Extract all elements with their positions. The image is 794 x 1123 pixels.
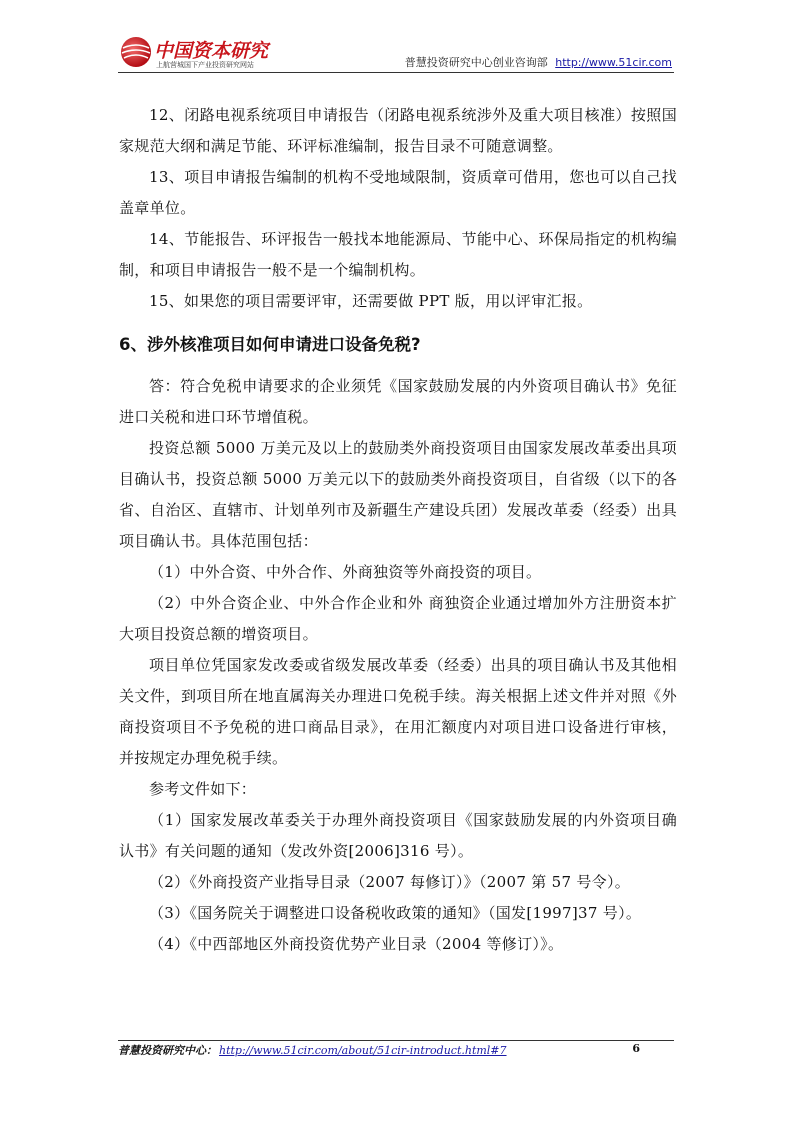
page-header xyxy=(118,32,678,74)
list-item-14: 14、节能报告、环评报告一般找本地能源局、节能中心、环保局指定的机构编制，和项目申请报告一般不是一个编制机构。 xyxy=(119,230,677,279)
list-item-15: 15、如果您的项目需要评审，还需要做 PPT 版，用以评审汇报。 xyxy=(149,292,593,310)
scope-item-1: （1）中外合资、中外合作、外商独资等外商投资的项目。 xyxy=(149,563,542,581)
footer-url-link[interactable]: http://www.51cir.com/about/51cir-introduct.html#7 xyxy=(219,1044,507,1057)
procedure-paragraph: 项目单位凭国家发改委或省级发展改革委（经委）出具的项目确认书及其他相关文件，到项目所在地直属海关办理进口免税手续。海关根据上述文件并对照《外商投资项目不予免税的进口商品目录》，在用汇额度内对项目进口设备进行审核，并按规定办理免税手续。 xyxy=(119,656,677,767)
reference-item-2: （2）《外商投资产业指导目录（2007 每修订）》（2007 第 57 号令）。 xyxy=(149,873,631,891)
header-org-name: 普慧投资研究中心创业咨询部 xyxy=(404,56,548,69)
list-item-13: 13、项目申请报告编制的机构不受地域限制，资质章可借用，您也可以自己找盖章单位。 xyxy=(119,168,677,217)
list-item-12: 12、闭路电视系统项目申请报告（闭路电视系统涉外及重大项目核准）按照国家规范大纲和满足节能、环评标准编制，报告目录不可随意调整。 xyxy=(119,106,677,155)
reference-item-3: （3）《国务院关于调整进口设备税收政策的通知》（国发[1997]37 号）。 xyxy=(149,904,642,922)
header-divider xyxy=(118,72,674,73)
document-body xyxy=(119,100,677,960)
scope-paragraph: 投资总额 5000 万美元及以上的鼓励类外商投资项目由国家发展改革委出具项目确认书，投资总额 5000 万美元以下的鼓励类外商投资项目，自省级（以下的各省、自治区、直辖市、计划单列市及新疆生产建设兵团）发展改革委（经委）出具项目确认书。具体范围包括： xyxy=(119,439,677,550)
logo-sphere-icon xyxy=(118,34,154,70)
header-org-info xyxy=(405,54,672,70)
footer-info xyxy=(118,1042,507,1058)
section-heading: 6、涉外核准项目如何申请进口设备免税? xyxy=(119,335,421,354)
logo-title: 中国资本研究 xyxy=(154,40,269,62)
scope-item-2: （2）中外合资企业、中外合作企业和外 商独资企业通过增加外方注册资本扩大项目投资总额的增资项目。 xyxy=(119,594,677,643)
logo-subtitle: 上航营城国下产业投资研究网站 xyxy=(156,61,254,69)
references-intro: 参考文件如下： xyxy=(149,780,257,798)
brand-logo xyxy=(118,32,288,72)
footer-label: 普慧投资研究中心： xyxy=(118,1044,217,1057)
answer-paragraph: 答：符合免税申请要求的企业须凭《国家鼓励发展的内外资项目确认书》免征进口关税和进口环节增值税。 xyxy=(119,377,677,426)
footer-divider xyxy=(118,1040,674,1041)
header-url-link[interactable]: http://www.51cir.com xyxy=(555,56,672,69)
page-number: 6 xyxy=(632,1042,640,1055)
page-footer xyxy=(118,1042,674,1060)
reference-item-4: （4）《中西部地区外商投资优势产业目录（2004 等修订）》。 xyxy=(149,935,564,953)
reference-item-1: （1）国家发展改革委关于办理外商投资项目《国家鼓励发展的内外资项目确认书》有关问题的通知（发改外资[2006]316 号）。 xyxy=(119,811,677,860)
